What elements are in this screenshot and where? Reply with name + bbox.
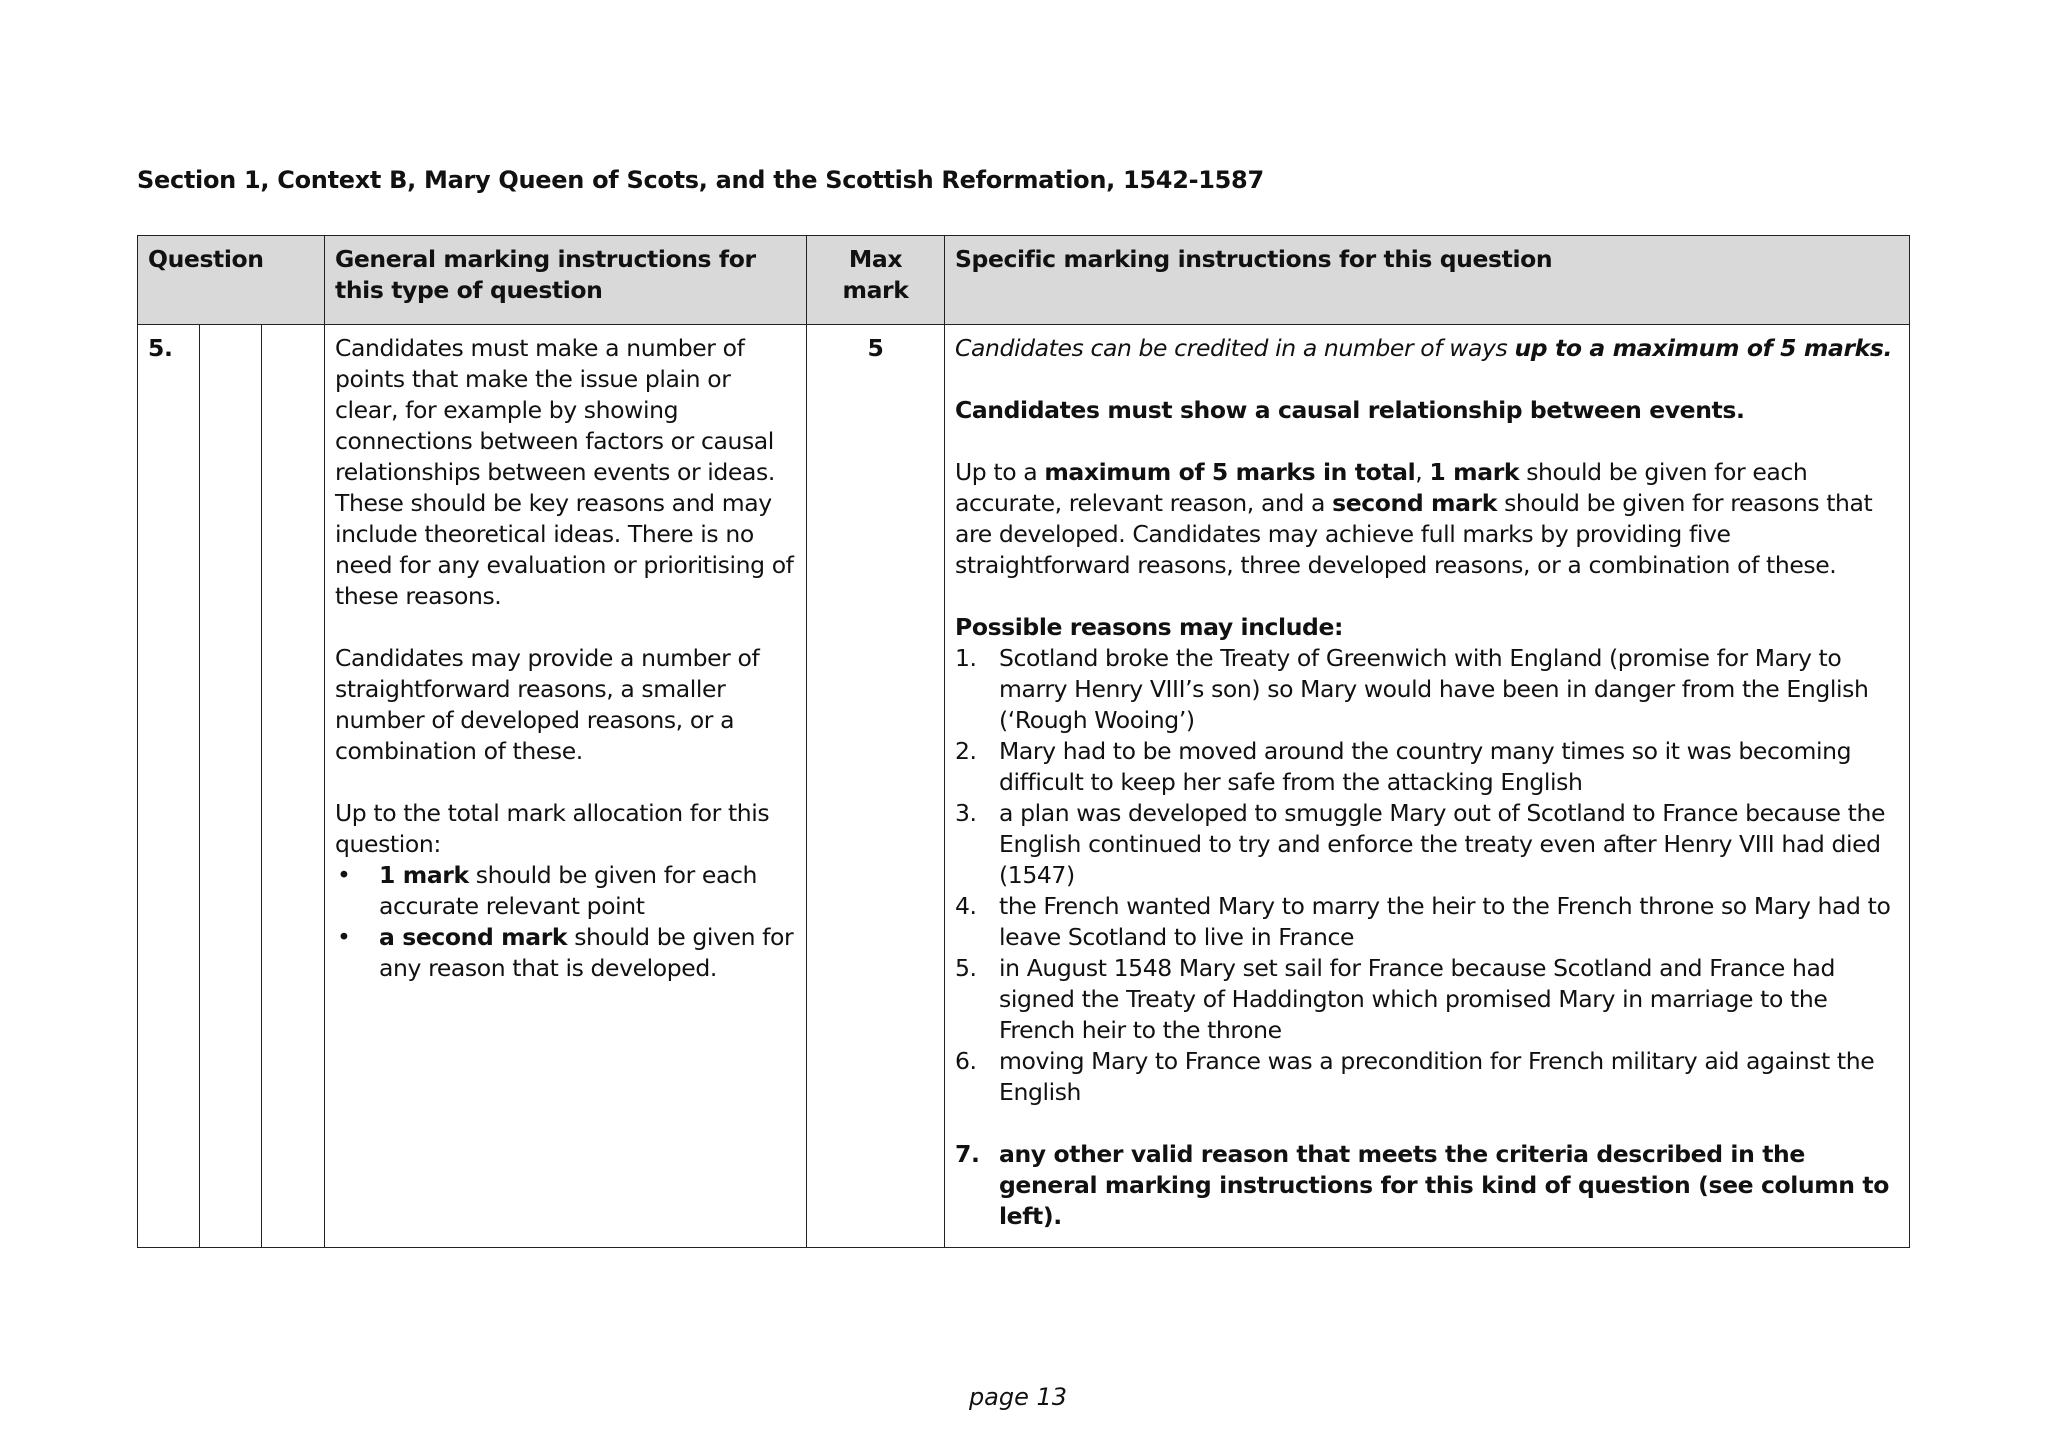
header-specific: Specific marking instructions for this question (945, 236, 1910, 325)
list-item (955, 1139, 1899, 1232)
causal-requirement: Candidates must show a causal relationship between events. (955, 396, 1745, 424)
possible-reasons-heading: Possible reasons may include: (955, 613, 1343, 641)
general-paragraph: Up to the total mark allocation for this question: (335, 799, 770, 858)
bullet-list (335, 860, 796, 984)
item-text: moving Mary to France was a precondition for French military aid against the English (999, 1047, 1875, 1106)
list-item (955, 798, 1899, 891)
text: should be given for each accurate relevant point (379, 861, 757, 920)
text: Candidates can be credited in a number of ways (955, 334, 1515, 362)
list-item (955, 643, 1899, 736)
item-number: 4. (955, 892, 977, 920)
text: should be given for reasons that are developed. Candidates may achieve full marks by providing five straightforward reasons, three developed reasons, or a combination of these. (955, 489, 1873, 579)
text: up to a maximum of 5 marks (1514, 334, 1884, 362)
text: should be given for any reason that is developed. (379, 923, 794, 982)
item-text: the French wanted Mary to marry the heir to the French throne so Mary had to leave Scotland to live in France (999, 892, 1891, 951)
page-number: page 13 (968, 1383, 1068, 1411)
item-text: any other valid reason that meets the criteria described in the general marking instructions for this kind of question (see column to left). (999, 1140, 1889, 1230)
list-item (335, 860, 796, 922)
list-item (335, 922, 796, 984)
sub-sub-question-cell (262, 325, 325, 1248)
header-general: General marking instructions for this type of question (325, 236, 807, 325)
marks-paragraph (955, 457, 1899, 581)
list-item (955, 736, 1899, 798)
text: second mark (1332, 489, 1498, 517)
item-number: 2. (955, 737, 977, 765)
text: should be given for each accurate, relevant reason, and a (955, 458, 1808, 517)
general-paragraph: Candidates may provide a number of straightforward reasons, a smaller number of developed reasons, or a combination of these. (335, 644, 760, 765)
item-number: 1. (955, 644, 977, 672)
item-text: a plan was developed to smuggle Mary out of Scotland to France because the English continued to try and enforce the treaty even after Henry VIII had died (1547) (999, 799, 1886, 889)
header-max-mark: Max mark (807, 236, 945, 325)
text: , (1415, 458, 1430, 486)
other-reason-list (955, 1139, 1899, 1232)
list-item (955, 891, 1899, 953)
text: . (1883, 334, 1892, 362)
header-row (138, 236, 1910, 325)
bold-text: 1 mark (379, 861, 469, 889)
list-item (955, 1046, 1899, 1108)
item-number: 6. (955, 1047, 977, 1075)
item-number: 3. (955, 799, 977, 827)
reasons-list (955, 643, 1899, 1108)
question-number: 5. (138, 325, 200, 1248)
item-text: Scotland broke the Treaty of Greenwich with England (promise for Mary to marry Henry VIII’s son) so Mary would have been in danger from the English (‘Rough Wooing’) (999, 644, 1869, 734)
bold-text: a second mark (379, 923, 568, 951)
header-question: Question (138, 236, 325, 325)
table-row (138, 325, 1910, 1248)
item-number: 5. (955, 954, 977, 982)
intro (955, 333, 1899, 364)
general-instructions (325, 325, 807, 1248)
general-paragraph: Candidates must make a number of points that make the issue plain or clear, for example by showing connections between factors or causal relationships between events or ideas. These should be key reasons and may include theoretical ideas. There is no need for any evaluation or prioritising of these reasons. (335, 334, 794, 610)
item-text: in August 1548 Mary set sail for France because Scotland and France had signed the Treaty of Haddington which promised Mary in marriage to the French heir to the throne (999, 954, 1836, 1044)
text: Up to a (955, 458, 1045, 486)
section-title: Section 1, Context B, Mary Queen of Scots, and the Scottish Reformation, 1542-1587 (137, 166, 1264, 194)
max-mark-value: 5 (807, 325, 945, 1248)
text: 1 mark (1429, 458, 1520, 486)
sub-question-cell (200, 325, 262, 1248)
marking-table (137, 235, 1910, 1248)
item-text: Mary had to be moved around the country many times so it was becoming difficult to keep her safe from the attacking English (999, 737, 1852, 796)
item-number: 7. (955, 1140, 980, 1168)
specific-instructions (945, 325, 1910, 1248)
text: maximum of 5 marks in total (1044, 458, 1416, 486)
list-item (955, 953, 1899, 1046)
